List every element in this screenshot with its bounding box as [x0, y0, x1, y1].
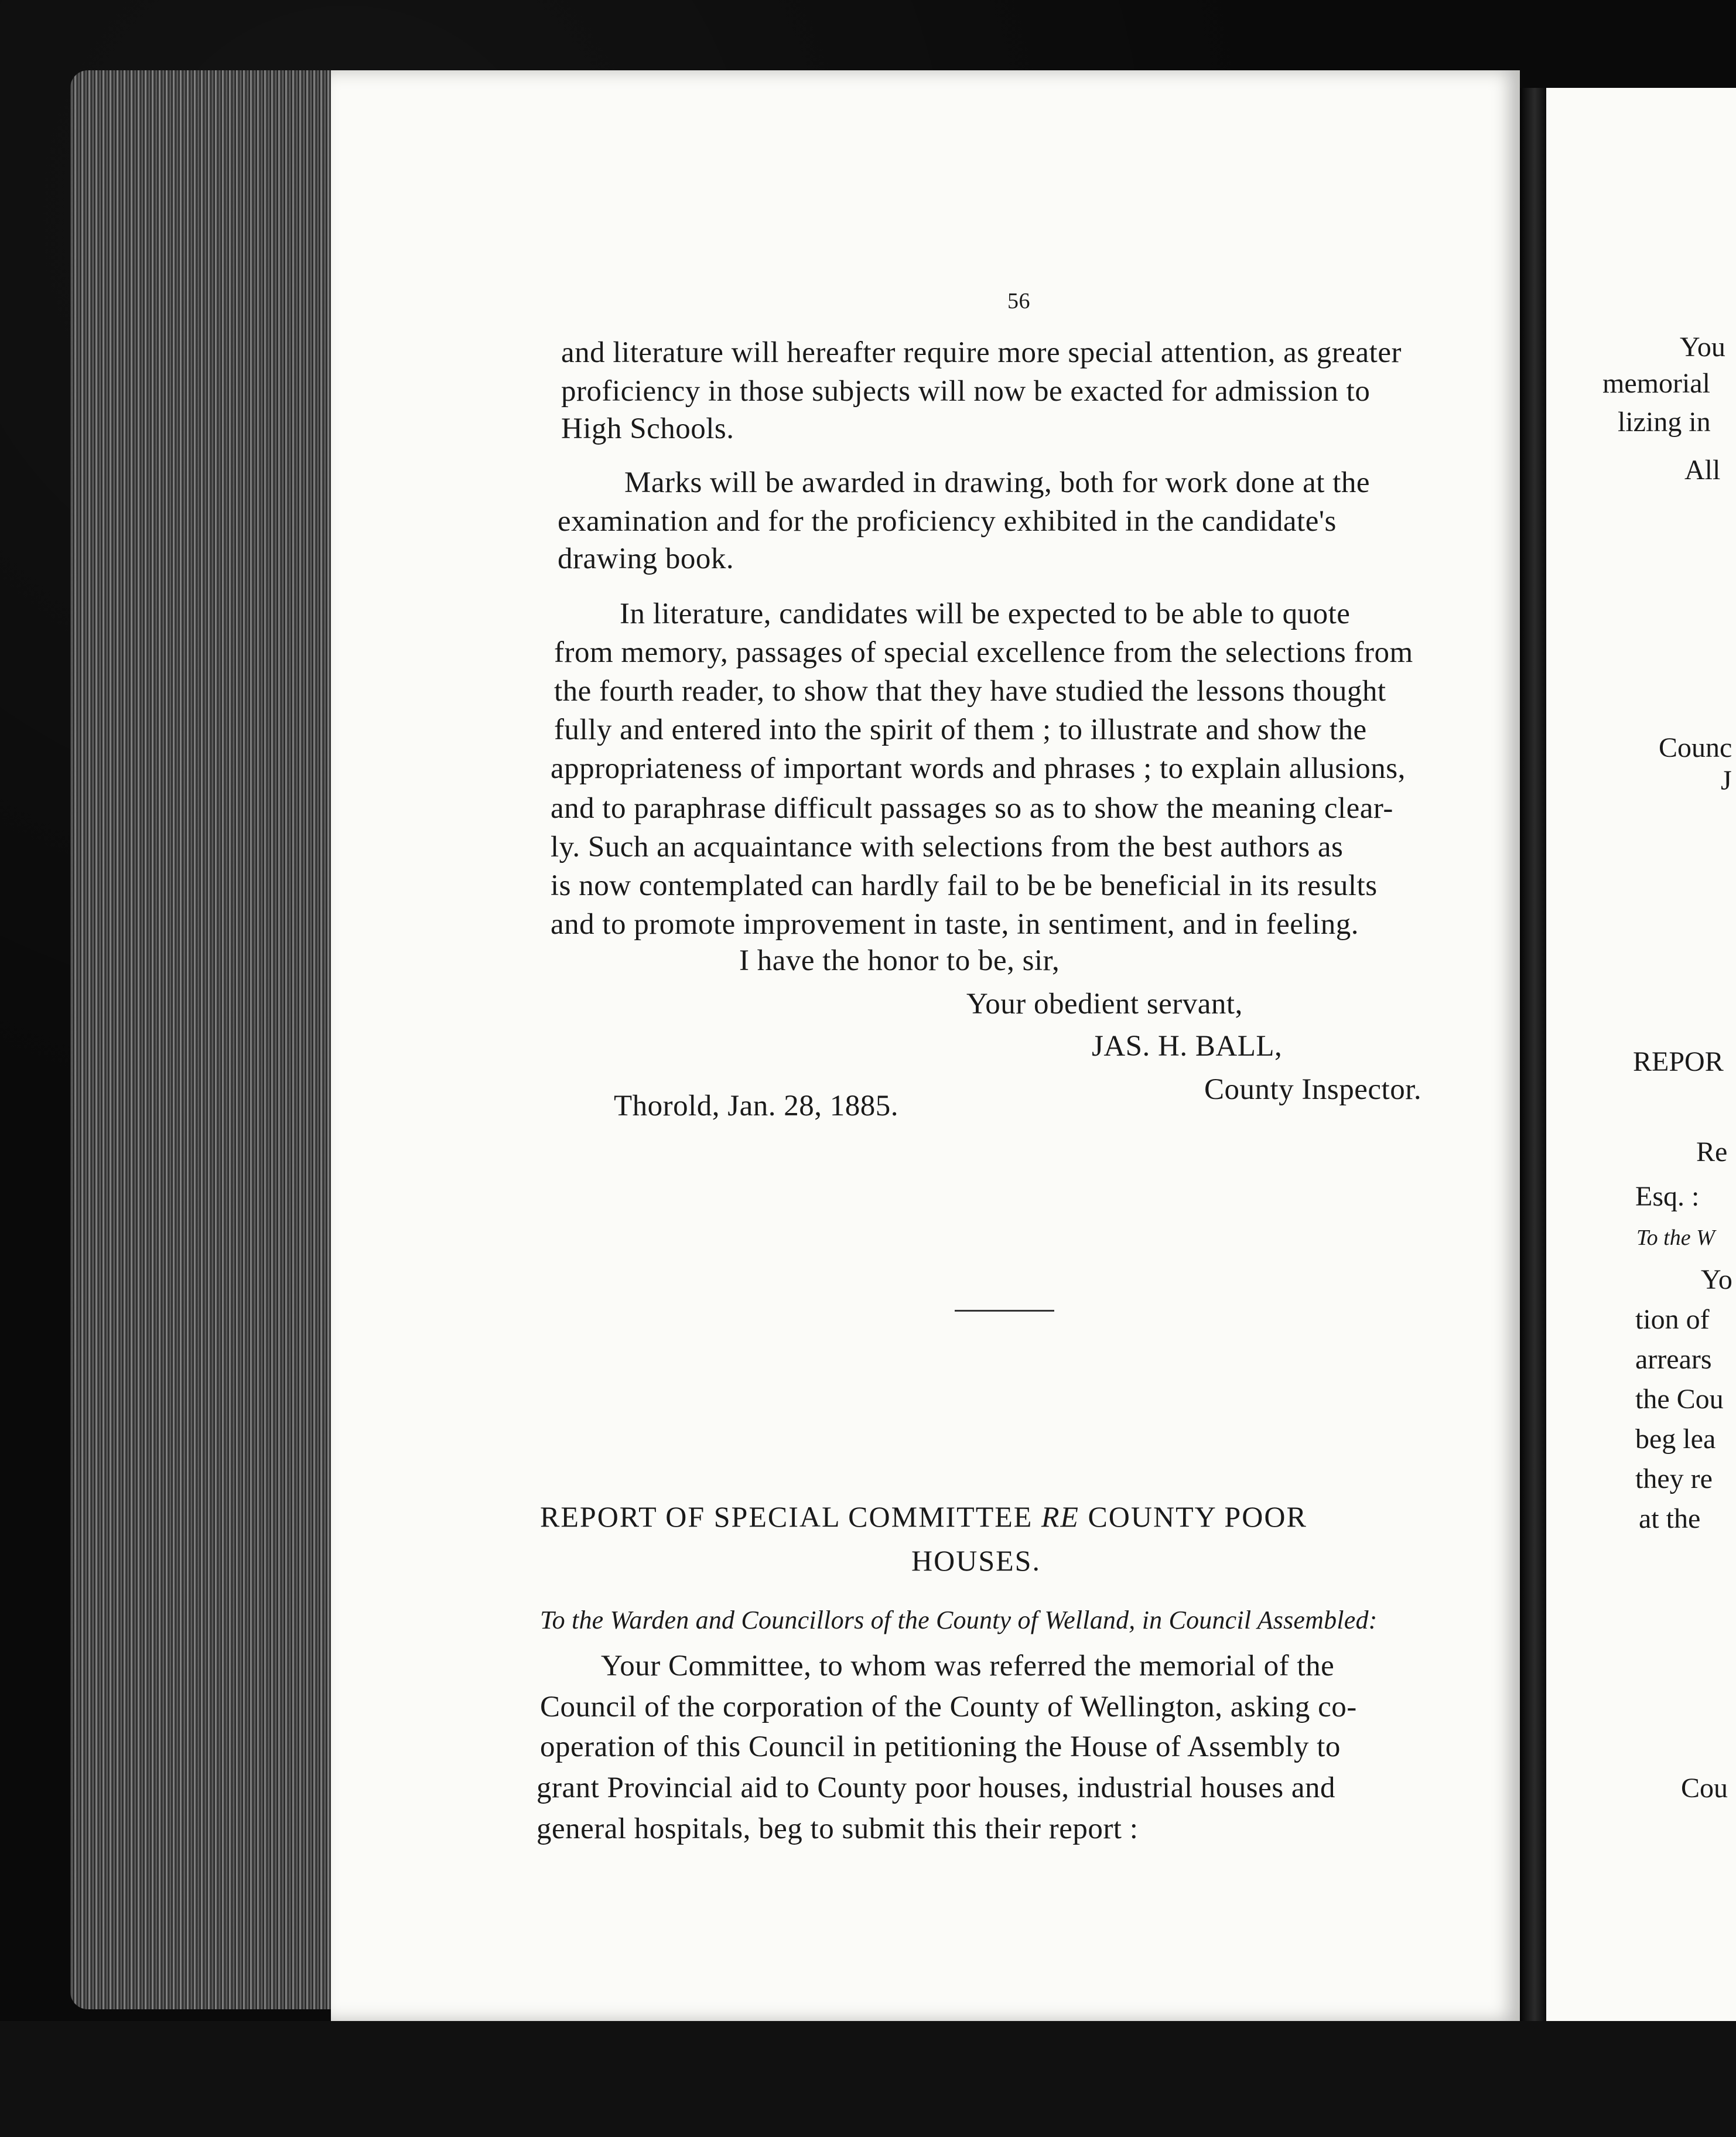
right-page-fragment: at the — [1639, 1503, 1701, 1534]
paragraph-line: drawing book. — [558, 542, 734, 575]
right-page-fragment: Re — [1696, 1136, 1728, 1168]
page-number: 56 — [1007, 289, 1030, 313]
paragraph-line: ly. Such an acquaintance with selections from the best authors as — [551, 831, 1344, 863]
paragraph-line: and to paraphrase difficult passages so as to show the meaning clear- — [551, 792, 1393, 825]
letter-date: Thorold, Jan. 28, 1885. — [614, 1090, 899, 1122]
section-divider — [955, 1310, 1054, 1312]
paragraph-line: and to promote improvement in taste, in sentiment, and in feeling. — [551, 908, 1359, 941]
report-title-pre: REPORT OF SPECIAL COMMITTEE — [540, 1500, 1033, 1533]
paragraph-line: appropriateness of important words and phrases ; to explain allusions, — [551, 752, 1406, 785]
paragraph-line: grant Provincial aid to County poor houses, industrial houses and — [536, 1771, 1336, 1804]
paragraph-line: proficiency in those subjects will now be exacted for admission to — [561, 375, 1371, 408]
paragraph-line: fully and entered into the spirit of them ; to illustrate and show the — [554, 714, 1367, 746]
paragraph-line: operation of this Council in petitioning the House of Assembly to — [540, 1730, 1341, 1763]
right-page-fragment: tion of — [1635, 1304, 1710, 1335]
paragraph-line: general hospitals, beg to submit this their report : — [536, 1812, 1139, 1845]
servant-line: Your obedient servant, — [966, 988, 1243, 1020]
book-page-edges — [70, 70, 334, 2009]
report-title-re: RE — [1041, 1500, 1079, 1533]
book-gutter — [1520, 88, 1549, 2039]
paragraph-line: and literature will hereafter require more special attention, as greater — [561, 336, 1402, 369]
right-page-fragment: Counc — [1659, 732, 1732, 763]
right-page-fragment: beg lea — [1635, 1423, 1716, 1455]
closing-line: I have the honor to be, sir, — [739, 944, 1060, 977]
paragraph-line: Council of the corporation of the County of Wellington, asking co- — [540, 1691, 1357, 1723]
right-page-fragment: REPOR — [1633, 1046, 1724, 1077]
paragraph-line: from memory, passages of special excellence from the selections from — [554, 636, 1413, 669]
report-title-post: COUNTY POOR — [1088, 1500, 1307, 1533]
right-page-fragment: memorial — [1602, 368, 1710, 399]
paragraph-line: In literature, candidates will be expected to be able to quote — [620, 598, 1351, 630]
right-page-fragment: J — [1721, 765, 1732, 796]
report-title-line-1 — [540, 1497, 1307, 1537]
paragraph-line: the fourth reader, to show that they have studied the lessons thought — [554, 675, 1386, 708]
right-page-fragment: All — [1684, 455, 1721, 486]
right-page-fragment: To the W — [1636, 1225, 1715, 1250]
signature-position: County Inspector. — [1204, 1073, 1422, 1106]
right-page-fragment: Esq. : — [1635, 1181, 1700, 1212]
paragraph-line: is now contemplated can hardly fail to be be beneficial in its results — [551, 869, 1378, 902]
right-page-fragment: lizing in — [1618, 407, 1711, 438]
report-title-line-2: HOUSES. — [911, 1544, 1041, 1577]
right-page-fragment: You — [1680, 332, 1725, 363]
paragraph-line: examination and for the proficiency exhibited in the candidate's — [558, 505, 1337, 538]
scanner-bottom-margin — [0, 2021, 1736, 2137]
right-page-fragment: Cou — [1681, 1773, 1728, 1804]
paragraph-line: High Schools. — [561, 412, 734, 445]
right-page-fragment: Yo — [1701, 1264, 1732, 1295]
paragraph-line: Your Committee, to whom was referred the memorial of the — [601, 1650, 1335, 1682]
paragraph-line: Marks will be awarded in drawing, both for work done at the — [624, 466, 1370, 499]
report-address: To the Warden and Councillors of the County of Welland, in Council Assembled: — [540, 1606, 1378, 1634]
right-page-fragment: arrears — [1635, 1344, 1712, 1375]
right-page-fragment: they re — [1635, 1463, 1713, 1494]
right-page-fragment: the Cou — [1635, 1384, 1724, 1415]
signature-name: JAS. H. BALL, — [1092, 1030, 1283, 1063]
